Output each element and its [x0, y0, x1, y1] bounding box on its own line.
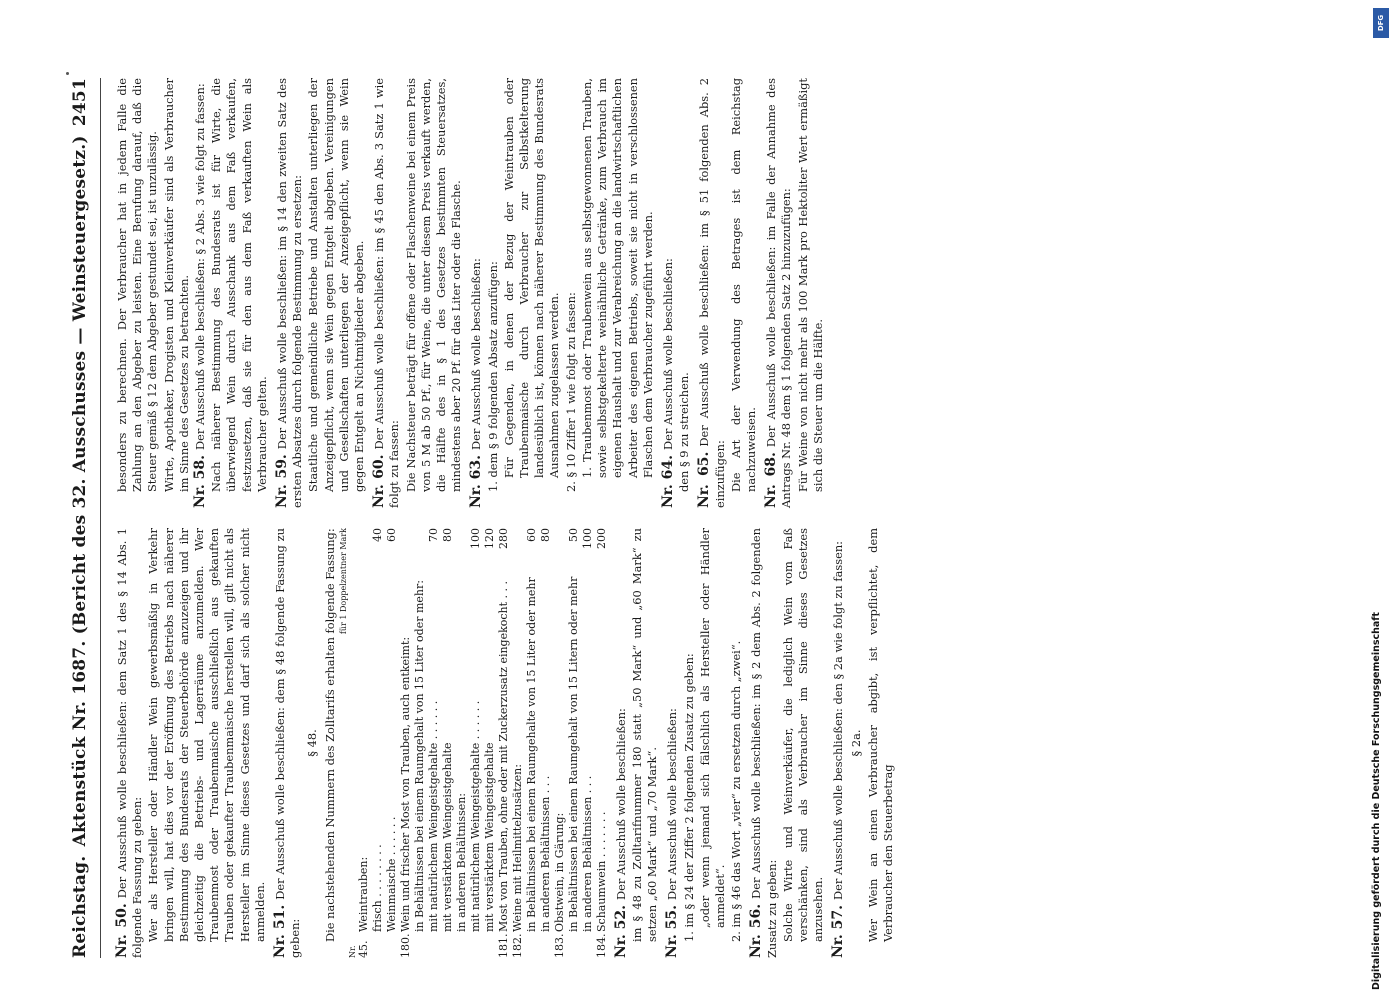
entry-intro: Der Ausschuß wolle beschließen: im § 2 dem Abs. 2 folgenden Zusatz zu geben: — [749, 528, 779, 958]
tariff-value: 70 — [426, 528, 440, 542]
tariff-description: Obstwein, in Gärung: — [552, 812, 566, 932]
tariff-value: 80 — [440, 528, 454, 542]
tariff-row — [441, 528, 455, 958]
left-column — [115, 528, 915, 958]
entry-intro: Der Ausschuß wolle beschließen: — [660, 258, 675, 450]
entry-text: Nach näherer Bestimmung des Bundesrats ist für Wirte, die überwiegend Wein durch Ausschank aus dem Faß verkaufen, festzusetzen, daß sie für den aus dem Faß verkauften Wein als Verbraucher gelten. — [209, 78, 269, 492]
entry-nr56 — [749, 528, 826, 958]
entry-nr58 — [193, 78, 270, 508]
tariff-row — [357, 528, 371, 958]
tariff-description: in Behältnissen bei einem Raumgehalt von 15 Litern oder mehr — [566, 576, 580, 932]
tariff-number — [525, 932, 539, 958]
entry-text: Wer als Hersteller oder Händler Wein gewerbsmäßig in Verkehr bringen will, hat dies vor der Eröffnung des Betriebs nach näherer Bestimmung des Bundesrats der Steuerbehörde anzuzeigen und ihr gleichzeitig die Betriebs- und Lagerräume anzumelden. Wer Traubenmost oder Traubenmaische ausschließlich aus gekauften Trauben oder gekaufter Traubenmaische herstellen will, gilt nicht als Hersteller im Sinne dieses Gesetzes und darf sich als solcher nicht anmelden. — [146, 528, 267, 942]
tariff-row — [511, 528, 525, 958]
tariff-description: mit natürlichem Weingeistgehalte . . . . . . — [426, 700, 440, 932]
entry-label: Nr. 64. — [659, 455, 676, 508]
entry-item: 2. § 10 Ziffer 1 wie folgt zu fassen: — [563, 292, 578, 492]
entry-nr63 — [469, 78, 655, 508]
entry-item: 1. im § 24 der Ziffer 2 folgenden Zusatz zu geben: — [681, 653, 696, 942]
entry-nr55 — [665, 528, 744, 958]
tariff-row — [483, 528, 497, 958]
tariff-number — [441, 932, 455, 958]
entry-label: Nr. 51. — [272, 904, 289, 958]
entry-text: 1. Traubenmost oder Traubenwein aus selbstgewonnenen Trauben, sowie selbstgekelterte weinähnliche Getränke, zum Verbrauch im eigenen Haushalt und zur Verabreichung an die landwirtschaftlichen Arbeiter des eigenen Betriebs, soweit sie nicht in verschlossenen Flaschen dem Verbraucher zugeführt werden. — [579, 78, 655, 478]
entry-intro: Der Ausschuß wolle beschließen: im § 51 folgenden Abs. 2 einzufügen: — [697, 78, 727, 508]
entry-label: Nr. 59. — [274, 454, 291, 508]
tariff-row — [525, 528, 539, 958]
tariff-row — [385, 528, 399, 958]
tariff-number: 181. — [496, 933, 510, 958]
continued-text: Wirte, Apotheker, Drogisten und Kleinverkäufer sind als Verbraucher im Sinne des Gesetzes zu betrachten. — [161, 78, 191, 492]
tariff-value: 200 — [594, 528, 608, 549]
entry-item: 1. dem § 9 folgenden Absatz anzufügen: — [485, 261, 500, 492]
entry-intro: Der Ausschuß wolle beschließen: — [469, 258, 484, 450]
tariff-number: 183. — [552, 933, 566, 958]
unit-header: für 1 Doppelzentner Mark — [338, 528, 348, 635]
tariff-number — [385, 932, 399, 958]
tariff-value — [511, 528, 525, 562]
tariff-number: 45. — [356, 940, 370, 958]
tariff-number — [483, 932, 497, 958]
entry-label: Nr. 65. — [696, 451, 713, 508]
entry-intro: Der Ausschuß wolle beschließen: im Falle der Annahme des Antrags Nr. 48 dem § 1 folgenden Satz 2 hinzuzufügen: — [764, 78, 794, 508]
tariff-description: Weintrauben: — [356, 856, 370, 932]
tariff-value: 60 — [524, 528, 538, 542]
tariff-description: Weinmaische . . . . . . — [384, 816, 398, 932]
tariff-value: 50 — [566, 528, 580, 542]
tariff-row — [497, 528, 511, 958]
header-left: Reichstag. — [70, 855, 90, 958]
entry-nr51 — [273, 528, 609, 958]
tariff-row — [567, 528, 581, 958]
tariff-number: 184. — [594, 933, 608, 958]
tariff-value: 80 — [538, 528, 552, 542]
tariff-description: mit verstärktem Weingeistgehalte — [440, 742, 454, 932]
rotated-document-sheet — [70, 78, 920, 958]
tariff-row — [581, 528, 595, 958]
tariff-value — [553, 528, 567, 562]
number-column-header: Nr. — [347, 945, 357, 958]
entry-label: Nr. 50. — [114, 903, 130, 958]
entry-label: Nr. 56. — [748, 903, 765, 958]
tariff-description: Wein und frischer Most von Trauben, auch entkeimt: — [398, 636, 412, 932]
entry-intro: Der Ausschuß wolle beschließen: — [613, 708, 628, 900]
tariff-description: in anderen Behältnissen . . . — [580, 775, 594, 932]
page-number: 2451 — [70, 78, 90, 127]
tariff-value: 60 — [384, 528, 398, 542]
entry-nr65 — [697, 78, 759, 508]
entry-nr52 — [614, 528, 661, 958]
continued-text: besonders zu berechnen. Der Verbraucher hat in jedem Falle die Zahlung an den Abgeber zu leisten. Eine Berufung darauf, daß die Steuer gemäß § 12 dem Abgeber gestundet sei, ist unzulässig. — [115, 78, 160, 492]
tariff-row — [553, 528, 567, 958]
tariff-description: Schaumwein . . . . . . . — [594, 811, 608, 932]
entry-nr68 — [764, 78, 826, 508]
entry-nr60 — [372, 78, 464, 508]
tariff-number — [539, 932, 553, 958]
entry-label: Nr. 60. — [371, 454, 388, 508]
header-title: Aktenstück Nr. 1687. (Bericht des 32. Ausschusses — Weinsteuergesetz.) — [70, 135, 90, 847]
entry-label: Nr. 52. — [612, 905, 629, 958]
entry-intro: Der Ausschuß wolle beschließen: dem § 48 folgende Fassung zu geben: — [273, 528, 303, 958]
tariff-row — [469, 528, 483, 958]
entry-text: Für Weine von nicht mehr als 100 Mark pro Hektoliter Wert ermäßigt sich die Steuer um die Hälfte. — [795, 78, 825, 492]
tariff-description: Weine mit Heilmittelzusätzen: — [510, 764, 524, 932]
tariff-number — [455, 932, 469, 958]
entry-label: Nr. 63. — [468, 455, 485, 508]
entry-text: Die Nachsteuer beträgt für offene oder Flaschenweine bei einem Preis von 5 M ab 50 Pf., für Weine, die unter diesem Preis verkauft werden, die Hälfte des in § 1 des Gesetzes bestimmten Steuersatzes, mindestens aber 20 Pf. für das Liter oder die Flasche. — [403, 78, 464, 492]
entry-nr64 — [661, 78, 692, 508]
tariff-description: Most von Trauben, ohne oder mit Zuckerzusatz eingekocht . . . — [496, 580, 510, 932]
tariff-number: 180. — [398, 933, 412, 958]
tariff-description: in anderen Behältnissen: — [454, 792, 468, 932]
right-column — [115, 78, 915, 508]
entry-label: Nr. 68. — [763, 452, 780, 508]
entry-intro: Der Ausschuß wolle beschließen: § 2 Abs. 3 wie folgt zu fassen: — [193, 83, 208, 450]
tariff-number — [427, 932, 441, 958]
tariff-value: 100 — [580, 528, 594, 549]
tariff-description: in Behältnissen bei einem Raumgehalt von 15 Liter oder mehr: — [412, 580, 426, 932]
tariff-row — [371, 528, 385, 958]
tariff-value: 100 — [468, 528, 482, 549]
entry-intro: Der Ausschuß wolle beschließen: im § 45 den Abs. 3 Satz 1 wie folgt zu fassen: — [372, 78, 402, 508]
entry-text: Die nachstehenden Nummern des Zolltarifs erhalten folgende Fassung: — [322, 528, 337, 942]
tariff-table — [357, 528, 609, 958]
tariff-value: 280 — [496, 528, 510, 549]
tariff-value — [357, 528, 371, 562]
tariff-description: in anderen Behältnissen . . . — [538, 775, 552, 932]
tariff-number — [469, 932, 483, 958]
entry-text: Die Art der Verwendung des Betrages ist dem Reichstag nachzuweisen. — [728, 78, 758, 492]
dfg-logo-text: DFG — [1377, 14, 1385, 32]
section-heading: § 2a. — [848, 729, 863, 757]
entry-nr59 — [275, 78, 367, 508]
entry-label: Nr. 55. — [664, 905, 681, 958]
entry-label: Nr. 57. — [830, 905, 847, 958]
entry-intro: Der Ausschuß wolle beschließen: den § 2a wie folgt zu fassen: — [831, 541, 846, 900]
tariff-number — [413, 932, 427, 958]
tariff-row — [427, 528, 441, 958]
entry-text: Staatliche und gemeindliche Betriebe und Anstalten unterliegen der Anzeigepflicht, wenn sie Wein gegen Entgelt abgeben. Vereinigungen und Gesellschaften unterliegen der Anzeigepflicht, wenn sie Wein gegen Entgelt an Nichtmitglieder abgeben. — [306, 78, 367, 492]
tariff-value — [399, 528, 413, 562]
tariff-description: in Behältnissen bei einem Raumgehalte von 15 Liter oder mehr — [524, 577, 538, 932]
tariff-row — [595, 528, 609, 958]
tariff-description: mit natürlichem Weingeistgehalte . . . . . . — [468, 700, 482, 932]
speck-mark — [66, 72, 69, 75]
entry-intro: Der Ausschuß wolle beschließen: — [665, 708, 680, 900]
page-header — [70, 78, 101, 958]
tariff-number — [581, 932, 595, 958]
tariff-number: 182. — [510, 933, 524, 958]
digitization-credit: Digitalisierung gefördert durch die Deutsche Forschungsgemeinschaft — [1371, 612, 1382, 990]
entry-text: Wer Wein an einen Verbraucher abgibt, ist verpflichtet, dem Verbraucher den Steuerbetrag — [865, 528, 896, 942]
entry-nr57 — [831, 528, 896, 958]
entry-quote: „oder wenn jemand sich fälschlich als Hersteller oder Händler anmeldet“. — [697, 528, 728, 928]
tariff-row — [455, 528, 469, 958]
tariff-row — [399, 528, 413, 958]
entry-label: Nr. 58. — [192, 455, 209, 508]
tariff-number — [371, 932, 385, 958]
entry-text: im § 48 zu Zolltarifnummer 180 statt „50 Mark“ und „60 Mark“ zu setzen „60 Mark“ und „70 Mark“. — [630, 528, 660, 942]
dfg-logo — [1373, 8, 1389, 38]
entry-nr50 — [115, 528, 268, 958]
entry-intro: Der Ausschuß wolle beschließen: dem Satz 1 des § 14 Abs. 1 folgende Fassung zu geben: — [115, 528, 145, 958]
tariff-number — [567, 932, 581, 958]
tariff-description: mit verstärktem Weingeistgehalte — [482, 742, 496, 932]
entry-text: Für Gegenden, in denen der Bezug der Weintrauben oder Traubenmaische durch Verbraucher zur Selbstkelterung landesüblich ist, können nach näherer Bestimmung des Bundesrats Ausnahmen zugelassen werden. — [501, 78, 562, 478]
entry-text: Solche Wirte und Weinverkäufer, die lediglich Wein vom Faß verschänken, sind als Verbraucher im Sinne dieses Gesetzes anzusehen. — [780, 528, 826, 942]
entry-text: den § 9 zu streichen. — [677, 372, 692, 492]
tariff-value: 40 — [370, 528, 384, 542]
entry-intro: Der Ausschuß wolle beschließen: im § 14 den zweiten Satz des ersten Absatzes durch folgende Bestimmung zu ersetzen: — [275, 78, 305, 508]
tariff-row — [413, 528, 427, 958]
section-heading: § 48. — [305, 729, 320, 757]
tariff-row — [539, 528, 553, 958]
entry-item: 2. im § 46 das Wort „vier“ zu ersetzen durch „zwei“. — [729, 640, 744, 942]
tariff-value — [455, 528, 469, 562]
tariff-value — [413, 528, 427, 562]
tariff-value: 120 — [482, 528, 496, 549]
tariff-description: frisch . . . . . . . . — [370, 844, 384, 932]
